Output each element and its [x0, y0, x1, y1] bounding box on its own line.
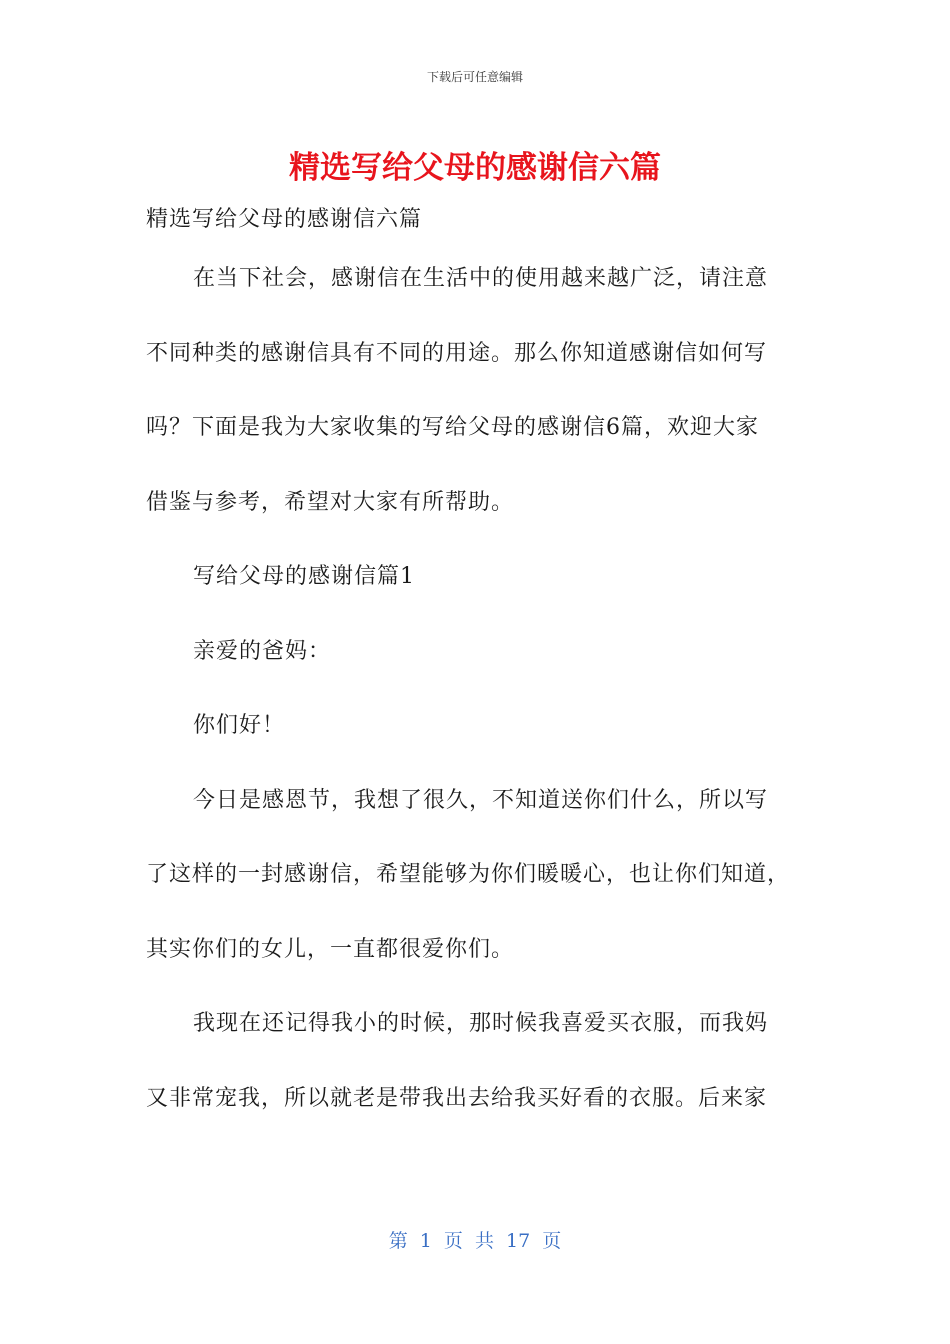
subtitle-line: 精选写给父母的感谢信六篇	[146, 207, 423, 232]
paragraph-line: 今日是感恩节，我想了很久，不知道送你们什么，所以写	[193, 787, 769, 813]
salutation-line: 亲爱的爸妈：	[193, 638, 332, 664]
paragraph-line: 借鉴与参考，希望对大家有所帮助。	[146, 489, 515, 515]
paragraph-line: 不同种类的感谢信具有不同的用途。那么你知道感谢信如何写	[146, 340, 768, 366]
page-number-footer: 第 1 页 共 17 页	[388, 1230, 562, 1252]
document-body	[146, 198, 806, 1136]
section-heading: 写给父母的感谢信篇1	[193, 564, 415, 589]
paragraph-line: 吗？下面是我为大家收集的写给父母的感谢信6篇，欢迎大家	[146, 415, 759, 440]
paragraph-line: 又非常宠我，所以就老是带我出去给我买好看的衣服。后来家	[146, 1085, 768, 1111]
greeting-line: 你们好！	[193, 713, 286, 738]
paragraph-line: 了这样的一封感谢信，希望能够为你们暖暖心，也让你们知道，	[146, 862, 791, 887]
header-note: 下载后可任意编辑	[426, 70, 523, 84]
document-title: 精选写给父母的感谢信六篇	[289, 150, 661, 186]
paragraph-line: 在当下社会，感谢信在生活中的使用越来越广泛，请注意	[193, 266, 769, 291]
paragraph-line: 我现在还记得我小的时候，那时候我喜爱买衣服，而我妈	[193, 1011, 769, 1036]
paragraph-line: 其实你们的女儿，一直都很爱你们。	[146, 936, 515, 962]
